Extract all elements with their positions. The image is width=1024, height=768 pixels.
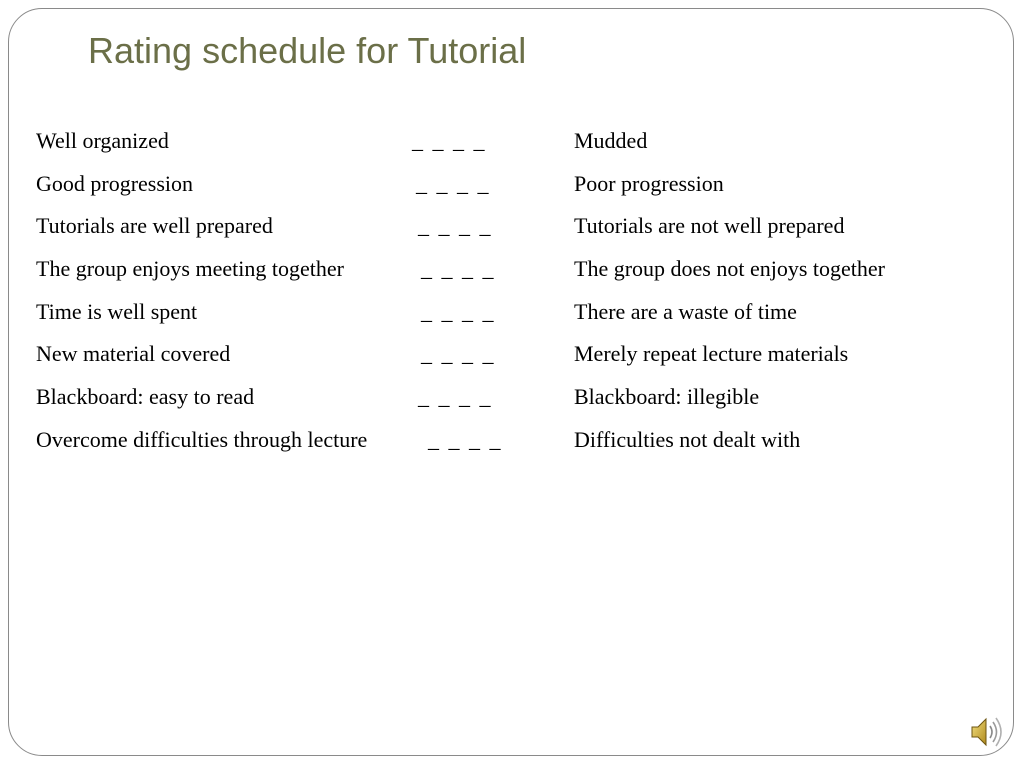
rating-blanks: _ _ _ _ — [421, 256, 496, 282]
positive-label: The group enjoys meeting together — [36, 256, 344, 282]
negative-label: Blackboard: illegible — [574, 384, 760, 410]
rating-row — [36, 293, 996, 336]
rating-row — [36, 378, 996, 421]
rating-row — [36, 250, 996, 293]
positive-label: New material covered — [36, 341, 231, 367]
positive-label: Good progression — [36, 170, 194, 196]
positive-label: Tutorials are well prepared — [36, 213, 273, 239]
rating-table — [36, 122, 996, 464]
rating-row — [36, 207, 996, 250]
rating-blanks: _ _ _ _ — [418, 213, 493, 239]
positive-label: Time is well spent — [36, 298, 198, 324]
positive-label: Well organized — [36, 128, 169, 153]
rating-row — [36, 335, 996, 378]
speaker-icon[interactable] — [970, 714, 1002, 750]
negative-label: Difficulties not dealt with — [574, 426, 801, 452]
negative-label: Poor progression — [574, 170, 724, 196]
rating-blanks: _ _ _ _ — [416, 170, 491, 196]
negative-label: Merely repeat lecture materials — [574, 341, 849, 367]
rating-row — [36, 165, 996, 208]
negative-label: There are a waste of time — [574, 298, 797, 324]
negative-label: Tutorials are not well prepared — [574, 213, 845, 239]
rating-blanks: _ _ _ _ — [418, 384, 493, 410]
rating-row — [36, 122, 996, 165]
negative-label: Mudded — [574, 128, 648, 153]
rating-blanks: _ _ _ _ — [412, 128, 487, 153]
slide-title: Rating schedule for Tutorial — [88, 30, 527, 71]
positive-label: Overcome difficulties through lecture — [36, 426, 368, 452]
rating-blanks: _ _ _ _ — [421, 341, 496, 367]
negative-label: The group does not enjoys together — [574, 256, 885, 282]
rating-blanks: _ _ _ _ — [421, 298, 496, 324]
rating-row — [36, 421, 996, 464]
positive-label: Blackboard: easy to read — [36, 384, 255, 410]
rating-blanks: _ _ _ _ — [428, 426, 503, 452]
